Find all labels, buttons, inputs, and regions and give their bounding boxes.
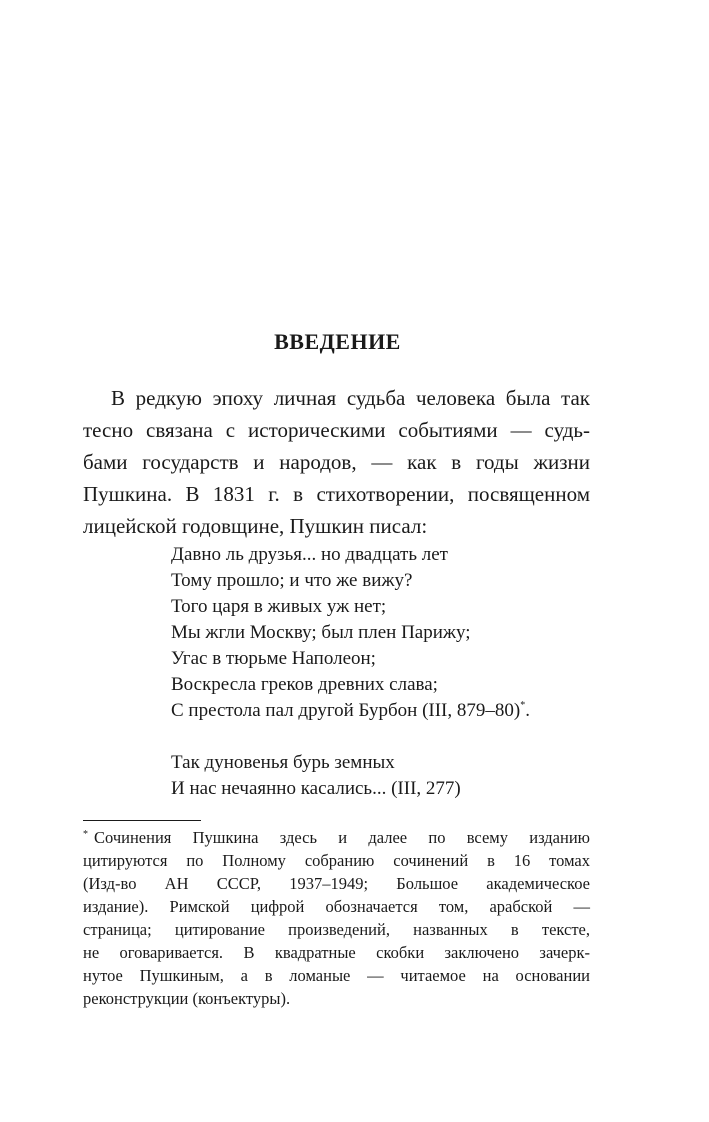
footnote-divider [83,820,201,821]
paragraph-line: тесно связана с историческими событиями — судь- [83,418,590,442]
poem-line: И нас нечаянно касались... (III, 277) [171,778,461,799]
footnote-marker: * [83,829,88,840]
poem-line: Воскресла греков древних слава; [171,674,438,695]
footnote-line: страница; цитирование произведений, названных в тексте, [83,920,590,939]
footnote [83,826,590,1010]
stanza-gap [171,724,530,750]
footnote-reference[interactable]: * [520,700,526,711]
poem-line-text: С престола пал другой Бурбон (III, 879–80) [171,700,521,721]
footnote-line: (Изд-во АН СССР, 1937–1949; Большое академическое [83,874,590,893]
poem-line: Мы жгли Москву; был плен Парижу; [171,622,471,643]
poem-quote [171,542,530,802]
footnote-line: не оговаривается. В квадратные скобки заключено зачерк- [83,943,590,962]
footnote-line: издание). Римской цифрой обозначается том, арабской — [83,897,590,916]
footnote-line [83,826,590,849]
intro-paragraph [83,382,590,542]
poem-line-end: . [525,700,530,721]
poem-line: Так дуновенья бурь земных [171,752,395,773]
paragraph-line: Пушкина. В 1831 г. в стихотворении, посвященном [83,482,590,506]
poem-line: Угас в тюрьме Наполеон; [171,648,376,669]
footnote-line: реконструкции (конъектуры). [83,989,291,1008]
paragraph-line: В редкую эпоху личная судьба человека была так [111,386,590,410]
footnote-line-text: Сочинения Пушкина здесь и далее по всему изданию [94,828,590,847]
footnote-line: нутое Пушкиным, а в ломаные — читаемое на основании [83,966,590,985]
footnote-line: цитируются по Полному собранию сочинений в 16 томах [83,851,590,870]
poem-line-with-footnote [171,698,530,724]
paragraph-line: лицейской годовщине, Пушкин писал: [83,514,428,538]
chapter-heading: ВВЕДЕНИЕ [274,329,401,354]
poem-line: Давно ль друзья... но двадцать лет [171,544,448,565]
paragraph-line: бами государств и народов, — как в годы жизни [83,450,590,474]
poem-line: Того царя в живых уж нет; [171,596,387,617]
poem-line: Тому прошло; и что же вижу? [171,570,413,591]
